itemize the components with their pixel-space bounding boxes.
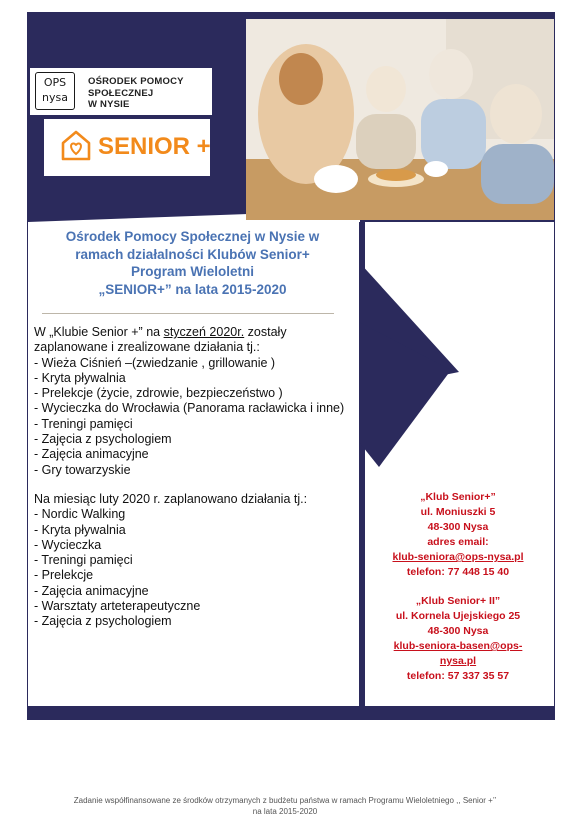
footer-line-2: na lata 2015-2020	[252, 807, 318, 816]
intro-line	[34, 325, 349, 340]
club-2-email-link-cont[interactable]: nysa.pl	[439, 655, 477, 667]
footer-line-1: Zadanie współfinansowane ze środków otrzymanych z budżetu państwa w ramach Programu Wieloletniego ,, Senior +’’	[73, 796, 497, 805]
list-item: - Zajęcia animacyjne	[34, 447, 149, 462]
list-item: - Wycieczka do Wrocławia (Panorama racławicka i inne)	[34, 401, 345, 416]
seniors-photo	[246, 19, 554, 220]
club-1-city: 48-300 Nysa	[427, 521, 489, 533]
list-item: - Kryta pływalnia	[34, 522, 126, 537]
institution-line-1: OŚRODEK POMOCY	[88, 76, 184, 87]
heading-line-4: „SENIOR+” na lata 2015-2020	[98, 281, 287, 297]
club-1-email-label: adres email:	[427, 536, 489, 548]
club-1-phone: telefon: 77 448 15 40	[406, 566, 510, 578]
institution-name	[88, 76, 184, 111]
list-item: - Gry towarzyskie	[34, 462, 131, 477]
list-item: - Prelekcje (życie, zdrowie, bezpieczeństwo )	[34, 386, 283, 401]
club-2-name: „Klub Senior+ II”	[415, 595, 501, 607]
list-item: - Zajęcia animacyjne	[34, 583, 149, 598]
list-item: - Prelekcje	[34, 568, 94, 583]
divider	[42, 313, 334, 314]
seniors-photo-illustration	[246, 19, 554, 220]
list-item: - Warsztaty arteterapeutyczne	[34, 599, 201, 614]
intro-line-2: zaplanowane i zrealizowane działania tj.:	[34, 340, 260, 355]
february-intro: Na miesiąc luty 2020 r. zaplanowano działania tj.:	[34, 491, 308, 506]
list-item: - Zajęcia z psychologiem	[34, 432, 172, 447]
activities-text	[34, 325, 349, 630]
club-2-phone: telefon: 57 337 35 57	[406, 670, 510, 682]
club-2-city: 48-300 Nysa	[427, 625, 489, 637]
heading-line-1: Ośrodek Pomocy Społecznej w Nysie w	[65, 229, 320, 244]
intro-month: styczeń 2020r.	[163, 325, 245, 339]
club-1-email-link[interactable]: klub-seniora@ops-nysa.pl	[392, 551, 524, 563]
ops-logo-top: OPS	[43, 76, 67, 89]
page-heading	[40, 228, 345, 298]
footer-note	[10, 795, 560, 817]
institution-line-3: W NYSIE	[88, 99, 130, 110]
club-2-email-link[interactable]: klub-seniora-basen@ops-	[393, 640, 523, 652]
institution-line-2: SPOŁECZNEJ	[88, 87, 154, 99]
intro-text-end: zostały	[244, 325, 287, 339]
club-1-street: ul. Moniuszki 5	[420, 506, 496, 518]
contact-info	[368, 490, 548, 684]
list-item: - Treningi pamięci	[34, 416, 133, 431]
house-heart-icon	[60, 128, 92, 162]
club-2-street: ul. Kornela Ujejskiego 25	[395, 610, 521, 622]
senior-plus-logo-text: SENIOR +	[98, 133, 211, 160]
list-item: - Treningi pamięci	[34, 553, 133, 568]
decorative-dark-wedge	[359, 262, 479, 482]
heading-line-3: Program Wieloletni	[131, 264, 254, 279]
club-1-name: „Klub Senior+”	[420, 491, 496, 503]
ops-logo-bottom: nysa	[42, 91, 68, 104]
heading-line-2: ramach działalności Klubów Senior+	[75, 246, 310, 262]
ops-logo-icon	[35, 72, 75, 110]
intro-text: W „Klubie Senior +” na	[34, 325, 164, 339]
list-item: - Nordic Walking	[34, 507, 126, 522]
list-item: - Wycieczka	[34, 537, 102, 552]
list-item: - Zajęcia z psychologiem	[34, 614, 172, 629]
list-item: - Kryta pływalnia	[34, 370, 126, 385]
list-item: - Wieża Ciśnień –(zwiedzanie , grillowanie )	[34, 355, 276, 370]
